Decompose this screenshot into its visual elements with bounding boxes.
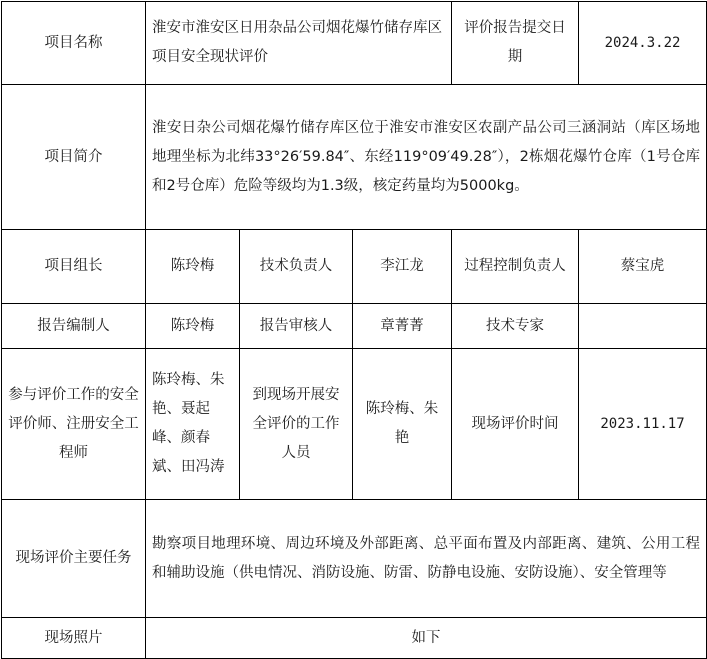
onsite-staff-value: 陈玲梅、朱艳 <box>353 349 452 500</box>
tech-lead-label: 技术负责人 <box>240 230 353 304</box>
main-tasks-text: 勘察项目地理环境、周边环境及外部距离、总平面布置及内部距离、建筑、公用工程和辅助设施（供电情况、消防设施、防雷、防静电设施、安防设施）、安全管理等 <box>146 500 707 618</box>
project-brief-text: 淮安日杂公司烟花爆竹储存库区位于淮安市淮安区农副产品公司三涵洞站（库区场地地理坐标为北纬33°26′59.84″、东经119°09′49.28″），2栋烟花爆竹仓库（1号仓库和2号仓库）危险等级均为1.3级，核定药量均为5000kg。 <box>146 85 707 230</box>
row-project-name <box>2 2 707 85</box>
evaluators-label: 参与评价工作的安全评价师、注册安全工程师 <box>2 349 146 500</box>
row-team-leader <box>2 230 707 304</box>
tech-expert-value <box>579 304 707 349</box>
project-name-value: 淮安市淮安区日用杂品公司烟花爆竹储存库区项目安全现状评价 <box>146 2 452 85</box>
tech-expert-label: 技术专家 <box>452 304 579 349</box>
team-leader-label: 项目组长 <box>2 230 146 304</box>
row-project-brief <box>2 85 707 230</box>
report-author-value: 陈玲梅 <box>146 304 240 349</box>
evaluation-info-table <box>1 1 707 659</box>
row-evaluators <box>2 349 707 500</box>
project-name-label: 项目名称 <box>2 2 146 85</box>
process-control-label: 过程控制负责人 <box>452 230 579 304</box>
report-reviewer-value: 章菁菁 <box>353 304 452 349</box>
row-main-tasks <box>2 500 707 618</box>
report-date-label: 评价报告提交日期 <box>452 2 579 85</box>
report-reviewer-label: 报告审核人 <box>240 304 353 349</box>
onsite-time-label: 现场评价时间 <box>452 349 579 500</box>
team-leader-value: 陈玲梅 <box>146 230 240 304</box>
row-site-photos <box>2 618 707 659</box>
site-photos-label: 现场照片 <box>2 618 146 659</box>
main-tasks-label: 现场评价主要任务 <box>2 500 146 618</box>
evaluators-value: 陈玲梅、朱艳、聂起峰、颜春斌、田冯涛 <box>146 349 240 500</box>
project-brief-label: 项目简介 <box>2 85 146 230</box>
tech-lead-value: 李江龙 <box>353 230 452 304</box>
onsite-time-value: 2023.11.17 <box>579 349 707 500</box>
site-photos-value: 如下 <box>146 618 707 659</box>
row-report-author <box>2 304 707 349</box>
onsite-staff-label: 到现场开展安全评价的工作人员 <box>240 349 353 500</box>
report-author-label: 报告编制人 <box>2 304 146 349</box>
report-date-value: 2024.3.22 <box>579 2 707 85</box>
process-control-value: 蔡宝虎 <box>579 230 707 304</box>
